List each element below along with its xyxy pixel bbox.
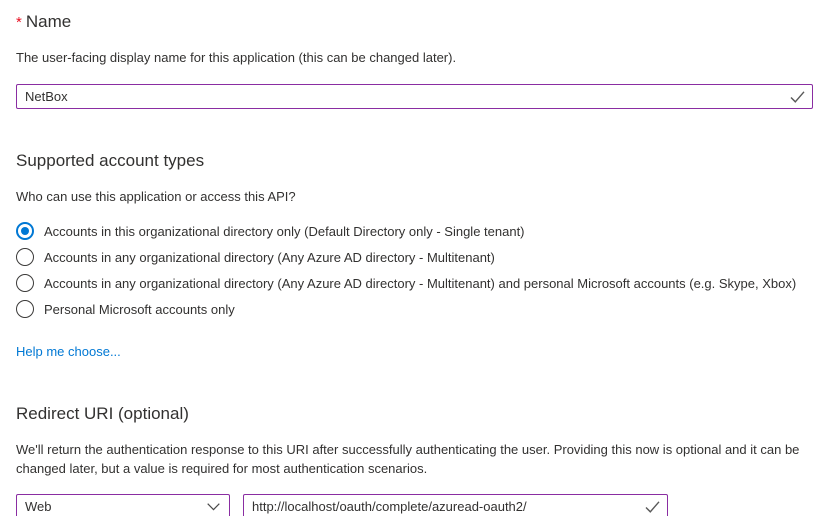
name-section <box>16 10 813 109</box>
account-type-option-0[interactable] <box>16 218 813 244</box>
help-me-choose-link[interactable]: Help me choose... <box>16 344 121 359</box>
redirect-uri-input[interactable] <box>244 495 667 516</box>
name-description: The user-facing display name for this application (this can be changed later). <box>16 50 457 65</box>
name-input-container <box>16 84 813 109</box>
account-type-option-1[interactable] <box>16 244 813 270</box>
redirect-uri-input-container <box>243 494 668 516</box>
platform-select[interactable] <box>16 494 230 516</box>
name-title-text: Name <box>25 12 72 31</box>
account-type-option-3[interactable] <box>16 296 813 322</box>
radio-selected-icon[interactable] <box>16 222 34 240</box>
account-type-option-label: Personal Microsoft accounts only <box>44 301 235 317</box>
required-asterisk: * <box>16 14 22 31</box>
account-type-option-label: Accounts in any organizational directory (Any Azure AD directory - Multitenant) <box>44 249 495 265</box>
redirect-uri-title: Redirect URI (optional) <box>16 404 189 423</box>
supported-account-types-title: Supported account types <box>16 151 205 170</box>
redirect-uri-description: We'll return the authentication response to this URI after successfully authenticating the user. Providing this now is optional and it can be changed later, but a value is required for most authentication scenarios. <box>16 442 800 476</box>
account-types-question: Who can use this application or access this API? <box>16 189 296 204</box>
redirect-uri-row <box>16 494 813 516</box>
account-type-option-2[interactable] <box>16 270 813 296</box>
name-section-title <box>16 10 813 34</box>
supported-account-types-section <box>16 149 813 361</box>
radio-unselected-icon[interactable] <box>16 274 34 292</box>
chevron-down-icon <box>207 503 220 511</box>
platform-select-value: Web <box>25 499 52 514</box>
radio-unselected-icon[interactable] <box>16 300 34 318</box>
account-type-radio-group <box>16 218 813 322</box>
name-input[interactable] <box>17 85 812 108</box>
redirect-uri-section <box>16 402 813 516</box>
account-type-option-label: Accounts in any organizational directory (Any Azure AD directory - Multitenant) and personal Microsoft accounts (e.g. Skype, Xbox) <box>44 275 797 291</box>
account-type-option-label: Accounts in this organizational directory only (Default Directory only - Single tenant) <box>44 223 525 239</box>
radio-unselected-icon[interactable] <box>16 248 34 266</box>
